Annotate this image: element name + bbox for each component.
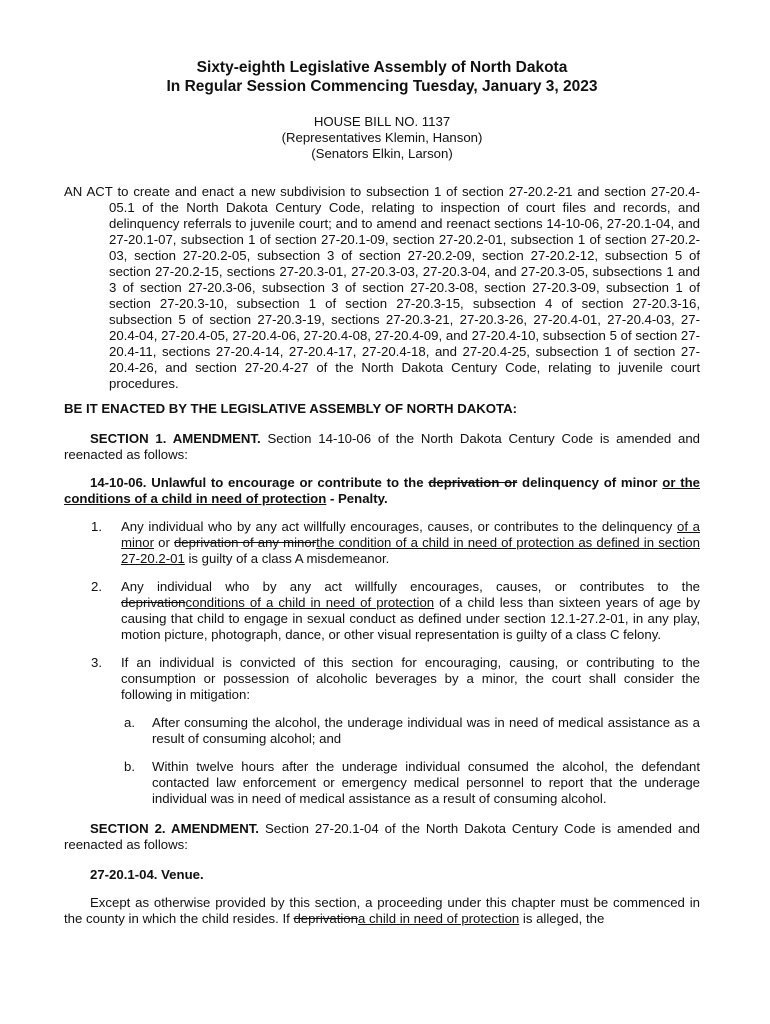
para-strikethrough: deprivation: [293, 911, 358, 926]
item-text: If an individual is convicted of this section for encouraging, causing, or contributing to the consumption or possession of alcoholic beverages by a minor, the court shall consider the following in mitigation:: [121, 655, 700, 702]
item-strikethrough: deprivation of any minor: [173, 535, 317, 550]
item-text: Any individual who by any act willfully encourages, causes, or contributes to the: [121, 579, 700, 594]
list-item-3: [64, 655, 700, 703]
item-underline: conditions of a child in need of protection: [185, 595, 435, 610]
item-underline: the condition of a child in need of protection as defined in section 27-20.2-01: [121, 535, 700, 566]
item-underline: of a minor: [121, 519, 700, 550]
item-text: of a child less than sixteen years of age by causing that child to engage in sexual conduct as defined under section 12.1-27.2-01, in any play, motion picture, photograph, dance, or other visual representation is guilty of a class C felony.: [121, 595, 700, 642]
section-1-label: SECTION 1. AMENDMENT.: [90, 431, 261, 446]
section-2-text: Section 27-20.1-04 of the North Dakota Century Code is amended and reenacted as follows:: [64, 821, 700, 852]
item-number: 2.: [91, 579, 102, 594]
item-text: is guilty of a class A misdemeanor.: [184, 551, 390, 566]
item-number: 1.: [91, 519, 102, 534]
bill-header: [64, 114, 700, 162]
title-line-1: Sixty-eighth Legislative Assembly of North Dakota: [196, 59, 568, 76]
section-2-heading: 27-20.1-04. Venue.: [90, 867, 204, 882]
item-text: or: [153, 535, 174, 550]
bill-number: HOUSE BILL NO. 1137: [313, 114, 451, 129]
sub-item-a: [64, 715, 700, 747]
section-2-paragraph: [64, 895, 700, 927]
sub-item-letter: a.: [124, 715, 135, 730]
heading-underline: or the conditions of a child in need of protection: [64, 475, 700, 506]
sub-item-text: After consuming the alcohol, the underage individual was in need of medical assistance as a result of consuming alcohol; and: [152, 715, 700, 746]
section-1-heading: [64, 475, 700, 507]
item-strikethrough: deprivation: [121, 595, 186, 610]
sub-item-letter: b.: [124, 759, 135, 774]
para-text: Except as otherwise provided by this section, a proceeding under this chapter must be commenced in the county in which the child resides. If: [64, 895, 700, 926]
heading-part: 14-10-06. Unlawful to encourage or contribute to the: [90, 475, 429, 490]
senators: (Senators Elkin, Larson): [311, 146, 453, 161]
heading-part: delinquency of minor: [517, 475, 663, 490]
enacting-clause: BE IT ENACTED BY THE LEGISLATIVE ASSEMBLY OF NORTH DAKOTA:: [64, 401, 518, 416]
item-number: 3.: [91, 655, 102, 670]
sub-item-text: Within twelve hours after the underage individual consumed the alcohol, the defendant contacted law enforcement or emergency medical personnel to report that the underage individual was in need of medical assistance as a result of consuming alcohol.: [152, 759, 700, 806]
list-item-2: [64, 579, 700, 643]
heading-part: - Penalty.: [326, 491, 388, 506]
list-item-1: [64, 519, 700, 567]
act-paragraph: AN ACT to create and enact a new subdivision to subsection 1 of section 27-20.2-21 and section 27-20.4-05.1 of the North Dakota Century Code, relating to inspection of court files and records, and delinquency referrals to juvenile court; and to amend and reenact sections 14-10-06, 27-20.1-04, and 27-20.1-07, subsection 1 of section 27-20.1-09, section 27-20.2-01, subsection 1 of section 27-20.2-03, section 27-20.2-05, subsection 3 of section 27-20.2-09, section 27-20.2-12, subsection 5 of section 27-20.2-15, sections 27-20.3-01, 27-20.3-03, 27-20.3-04, and 27-20.3-05, subsections 1 and 3 of section 27-20.3-06, subsection 3 of section 27-20.3-08, section 27-20.3-09, subsection 1 of section 27-20.3-10, subsection 1 of section 27-20.3-15, subsection 4 of section 27-20.3-16, subsection 5 of section 27-20.3-19, sections 27-20.3-21, 27-20.3-26, 27-20.4-01, 27-20.4-03, 27-20.4-04, 27-20.4-05, 27-20.4-06, 27-20.4-08, 27-20.4-09, and 27-20.4-10, subsection 5 of section 27-20.4-11, sections 27-20.4-14, 27-20.4-17, 27-20.4-18, and 27-20.4-25, subsection 1 of section 27-20.4-26, and section 27-20.4-27 of the North Dakota Century Code, relating to juvenile court procedures.: [64, 184, 700, 391]
title-line-2: In Regular Session Commencing Tuesday, January 3, 2023: [166, 78, 598, 95]
document-page: [64, 58, 700, 927]
section-2-label: SECTION 2. AMENDMENT.: [90, 821, 259, 836]
section-1-intro: [64, 431, 700, 463]
section-1-text: Section 14-10-06 of the North Dakota Century Code is amended and reenacted as follows:: [64, 431, 700, 462]
para-underline: a child in need of protection: [357, 911, 520, 926]
heading-strikethrough: deprivation or: [428, 475, 518, 490]
item-text: Any individual who by any act willfully encourages, causes, or contributes to the delinquency: [121, 519, 677, 534]
sub-item-b: [64, 759, 700, 807]
representatives: (Representatives Klemin, Hanson): [281, 130, 483, 145]
para-text: is alleged, the: [519, 911, 605, 926]
section-2-intro: [64, 821, 700, 853]
